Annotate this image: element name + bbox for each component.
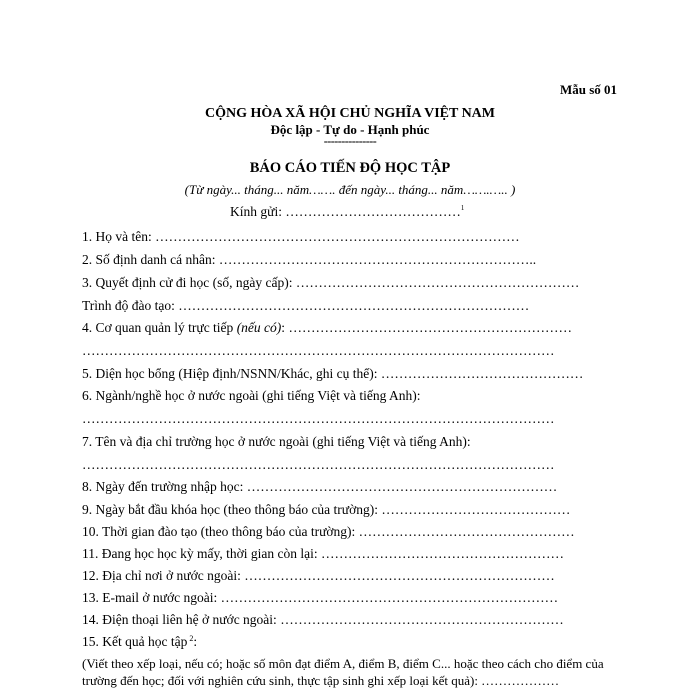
field-label: 2. Số định danh cá nhân: <box>82 252 216 267</box>
field-dots: ………………………………………… <box>355 524 575 539</box>
field-dots: …………………………………… <box>378 502 571 517</box>
field-label: 8. Ngày đến trường nhập học: <box>82 479 244 494</box>
field-label: 10. Thời gian đào tạo (theo thông báo của trường): <box>82 524 356 539</box>
field-label: 3. Quyết định cử đi học (số, ngày cấp): <box>82 275 293 290</box>
field-footnote: 2 <box>187 634 194 643</box>
report-title: BÁO CÁO TIẾN ĐỘ HỌC TẬP <box>249 160 451 176</box>
national-motto: Độc lập - Tự do - Hạnh phúc <box>270 122 430 137</box>
field-dots: …………………………………………………………… <box>243 479 558 494</box>
addressee-footnote: 1 <box>460 204 465 212</box>
field-row <box>82 343 555 359</box>
field-row <box>82 388 420 404</box>
field-dots: …………………………………………………………… <box>240 568 555 583</box>
field-dots: …………………………………………………………….. <box>215 252 537 267</box>
field-label: 5. Diện học bổng (Hiệp định/NSNN/Khác, ghi cụ thể): <box>82 366 378 381</box>
field-label: 6. Ngành/nghề học ở nước ngoài (ghi tiếng Việt và tiếng Anh): <box>82 388 421 403</box>
field-dots: ……………………………………………………… <box>292 275 580 290</box>
field-label-suffix: : <box>193 634 198 649</box>
field-row <box>82 502 570 518</box>
field-label: 12. Địa chỉ nơi ở nước ngoài: <box>82 568 241 583</box>
field-dots: ……………………………………… <box>377 366 584 381</box>
field-row <box>82 320 572 336</box>
field-label: 13. E-mail ở nước ngoài: <box>82 590 218 605</box>
field-row <box>82 457 555 473</box>
field-row <box>82 411 555 427</box>
field-row <box>82 229 520 245</box>
field-dots: …………………………………………………………………………………………… <box>82 343 555 358</box>
field-row <box>82 524 575 540</box>
field-row <box>82 546 564 562</box>
field-row <box>82 612 564 628</box>
field-row <box>82 275 579 291</box>
field-label-italic: (nếu có) <box>236 320 282 335</box>
field-row <box>82 590 558 606</box>
results-note: (Viết theo xếp loại, nếu có; hoặc số môn đạt điểm A, điểm B, điểm C... hoặc theo cách cho điểm của trường đến học; đối với nghiên cứu sinh, thực tập sinh ghi xếp loại kết quả): ……………… <box>82 656 604 688</box>
field-dots: ………………………………………………………………… <box>217 590 559 605</box>
field-row <box>82 298 529 314</box>
field-dots: ……………………………………………………… <box>285 320 572 335</box>
field-label: 15. Kết quả học tập <box>82 634 188 649</box>
field-dots: ……………………………………………………… <box>276 612 564 627</box>
addressee-line <box>230 204 464 220</box>
field-label-suffix: : <box>281 320 286 335</box>
field-label: Trình độ đào tạo: <box>82 298 175 313</box>
field-row <box>82 434 471 450</box>
field-row <box>82 366 583 382</box>
field-row <box>82 252 536 268</box>
field-row <box>82 634 197 650</box>
field-dots: ……………………………………………… <box>317 546 564 561</box>
field-label: 14. Điện thoại liên hệ ở nước ngoài: <box>82 612 277 627</box>
field-label: 1. Họ và tên: <box>82 229 152 244</box>
header-separator: --------------- <box>323 134 377 148</box>
field-label: 9. Ngày bắt đầu khóa học (theo thông báo của trường): <box>82 502 378 517</box>
field-label: 7. Tên và địa chỉ trường học ở nước ngoài (ghi tiếng Việt và tiếng Anh): <box>82 434 471 449</box>
field-dots: …………………………………………………………………………………………… <box>82 411 555 426</box>
addressee-text: Kính gửi: ………………………………… <box>230 204 461 219</box>
field-row <box>82 479 557 495</box>
field-row <box>82 568 555 584</box>
nation-name: CỘNG HÒA XÃ HỘI CHỦ NGHĨA VIỆT NAM <box>204 106 495 121</box>
report-period: (Từ ngày... tháng... năm……. đến ngày... tháng... năm…….….. ) <box>184 182 516 197</box>
field-label: 11. Đang học học kỳ mấy, thời gian còn lại: <box>82 546 318 561</box>
form-code: Mẫu số 01 <box>559 82 617 97</box>
field-dots: ……………………………………………………………………… <box>151 229 520 244</box>
field-dots: …………………………………………………………………………………………… <box>82 457 555 472</box>
field-dots: …………………………………………………………………… <box>174 298 530 313</box>
field-label: 4. Cơ quan quản lý trực tiếp <box>82 320 237 335</box>
